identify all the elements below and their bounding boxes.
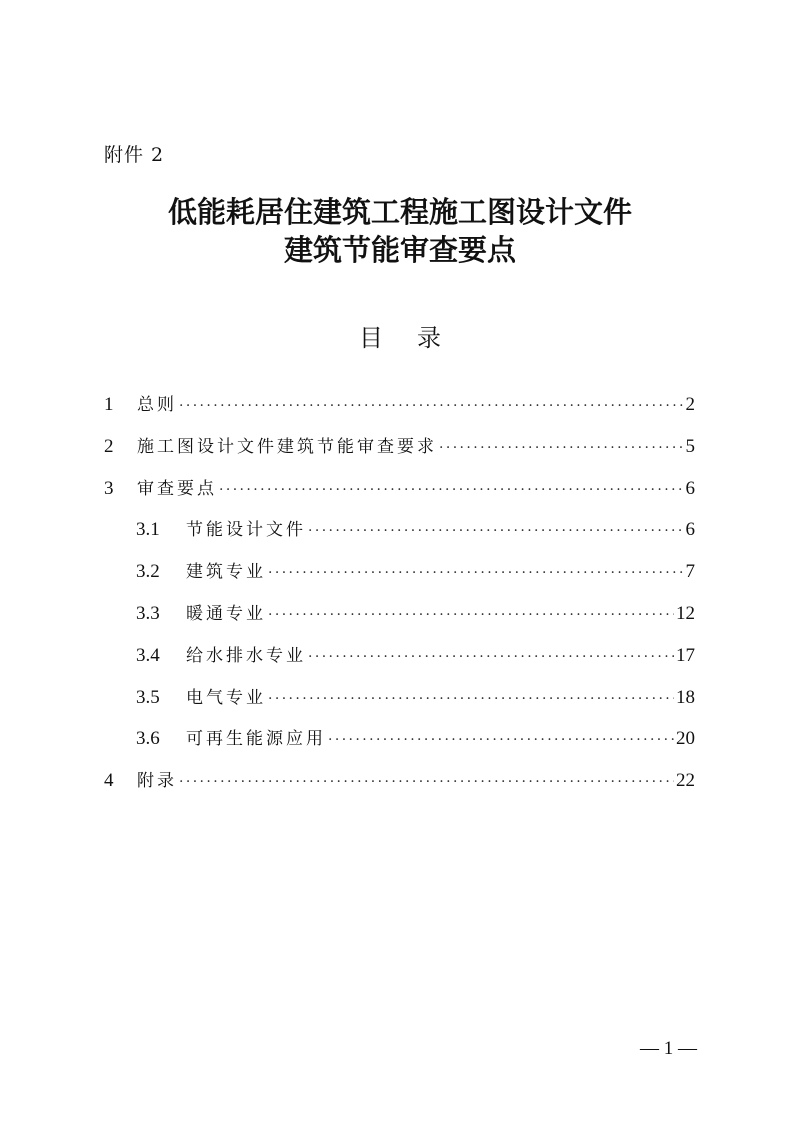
table-of-contents [104, 390, 695, 808]
toc-entry[interactable] [104, 432, 695, 474]
toc-entry-label: 施工图设计文件建筑节能审查要求 [137, 436, 437, 457]
toc-heading-char2: 录 [417, 324, 441, 352]
toc-dot-leader [439, 440, 684, 456]
toc-entry-page: 12 [676, 602, 695, 624]
toc-entry[interactable] [104, 724, 695, 766]
toc-entry-number: 3.1 [136, 519, 160, 541]
toc-entry-page: 6 [685, 477, 695, 499]
toc-dot-leader [219, 482, 684, 498]
toc-entry-number: 1 [104, 394, 114, 415]
toc-entry-page: 2 [685, 394, 695, 415]
toc-entry-number: 3.3 [136, 602, 160, 624]
toc-entry-page: 5 [685, 435, 695, 457]
toc-entry-page: 18 [676, 686, 695, 708]
toc-entry-number: 3.6 [136, 728, 160, 750]
toc-entry-label: 电气专业 [186, 687, 266, 708]
toc-dot-leader [179, 774, 674, 790]
document-title-line1: 低能耗居住建筑工程施工图设计文件 [167, 195, 632, 229]
toc-entry-page: 20 [676, 728, 695, 750]
toc-entry-page: 17 [676, 644, 695, 666]
toc-entry[interactable] [104, 515, 695, 557]
toc-dot-leader [328, 732, 674, 748]
toc-entry[interactable] [104, 641, 695, 683]
toc-entry[interactable] [104, 474, 695, 516]
toc-dot-leader [268, 565, 684, 581]
toc-dot-leader [308, 649, 674, 665]
toc-entry[interactable] [104, 390, 695, 432]
toc-entry-label: 总则 [137, 395, 177, 415]
toc-entry-number: 4 [104, 770, 114, 792]
toc-dot-leader [179, 398, 684, 414]
toc-entry[interactable] [104, 766, 695, 808]
toc-dot-leader [308, 523, 684, 539]
toc-entry-page: 6 [685, 519, 695, 541]
toc-heading-char1: 目 [359, 324, 383, 352]
toc-dot-leader [268, 691, 674, 707]
toc-dot-leader [268, 607, 674, 623]
toc-entry-number: 2 [104, 435, 114, 457]
toc-entry-label: 审查要点 [137, 478, 217, 499]
toc-entry-label: 节能设计文件 [186, 520, 306, 541]
toc-entry-number: 3 [104, 477, 114, 499]
toc-entry-number: 3.5 [136, 686, 160, 708]
toc-entry[interactable] [104, 683, 695, 725]
attachment-label: 附件 2 [104, 144, 165, 166]
toc-entry[interactable] [104, 599, 695, 641]
toc-entry-label: 暖通专业 [186, 603, 266, 624]
document-title-line2: 建筑节能审查要点 [283, 233, 516, 267]
toc-entry-label: 附录 [137, 771, 177, 792]
toc-entry-page: 7 [685, 561, 695, 583]
toc-entry-label: 可再生能源应用 [186, 729, 326, 750]
toc-entry-page: 22 [676, 770, 695, 792]
toc-entry-label: 给水排水专业 [186, 645, 306, 666]
toc-entry[interactable] [104, 557, 695, 599]
toc-entry-number: 3.2 [136, 561, 160, 583]
page-number: — 1 — [640, 1038, 697, 1059]
toc-entry-number: 3.4 [136, 644, 160, 666]
toc-heading [0, 318, 800, 353]
toc-entry-label: 建筑专业 [186, 562, 266, 583]
